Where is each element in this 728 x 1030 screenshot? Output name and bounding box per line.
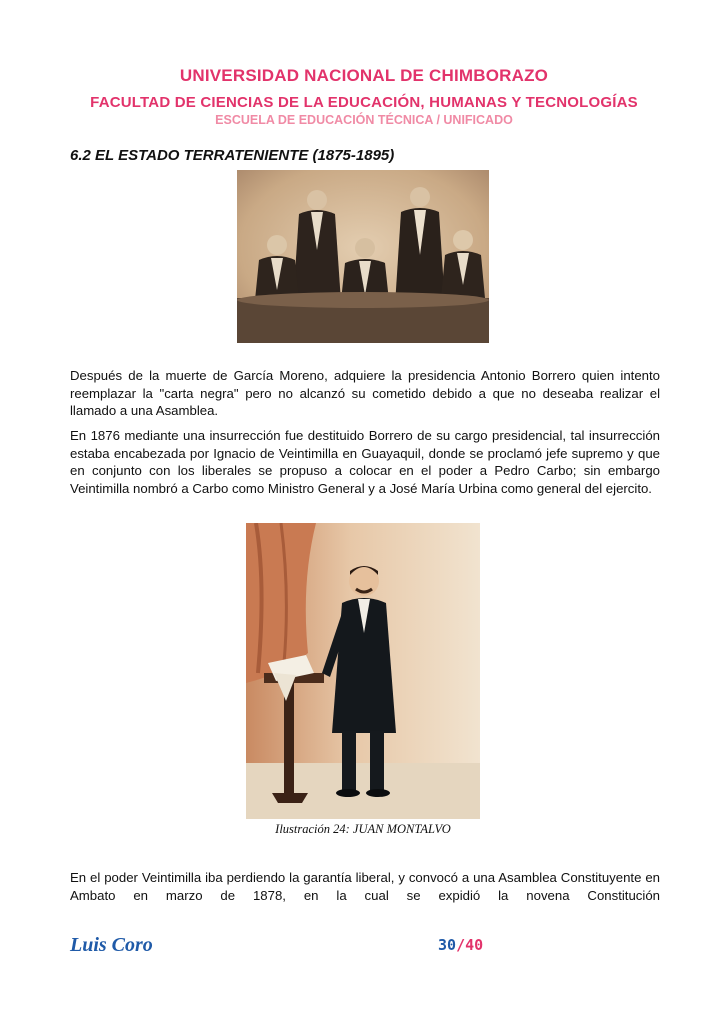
page-total: 40	[465, 936, 484, 954]
section-title: 6.2 EL ESTADO TERRATENIENTE (1875-1895)	[70, 147, 395, 164]
page-number	[438, 936, 483, 954]
school-name: ESCUELA DE EDUCACIÓN TÉCNICA / UNIFICADO	[215, 113, 513, 127]
page-separator: /	[456, 936, 466, 954]
footer-author: Luis Coro	[70, 934, 153, 956]
portrait-painting	[246, 523, 480, 819]
university-name: UNIVERSIDAD NACIONAL DE CHIMBORAZO	[179, 66, 549, 85]
figure-caption: Ilustración 24: JUAN MONTALVO	[275, 822, 451, 836]
paragraph-3: En el poder Veintimilla iba perdiendo la garantía liberal, y convocó a una Asamblea Constituyente en Ambato en marzo de 1878, en la cual se expidió la novena Constitución	[70, 870, 660, 903]
page-current: 30	[438, 936, 457, 954]
paragraph-2: En 1876 mediante una insurrección fue destituido Borrero de su cargo presidencial, tal insurrección estaba encabezada por Ignacio de Veintimilla en Guayaquil, donde se proclamó jefe supremo y que en conjunto con los liberales se propuso a colocar en el poder a Pedro Carbo; sin embargo Veintimilla nombró a Carbo como Ministro General y a José María Urbina como general del ejercito.	[70, 428, 660, 496]
faculty-name: FACULTAD DE CIENCIAS DE LA EDUCACIÓN, HUMANAS Y TECNOLOGÍAS	[90, 94, 638, 111]
group-portrait-photo	[237, 170, 489, 343]
paragraph-1: Después de la muerte de García Moreno, adquiere la presidencia Antonio Borrero quien intento reemplazar la "carta negra" pero no alcanzó su cometido debido a que no deseaba realizar el llamado a una Asamblea.	[70, 368, 660, 419]
